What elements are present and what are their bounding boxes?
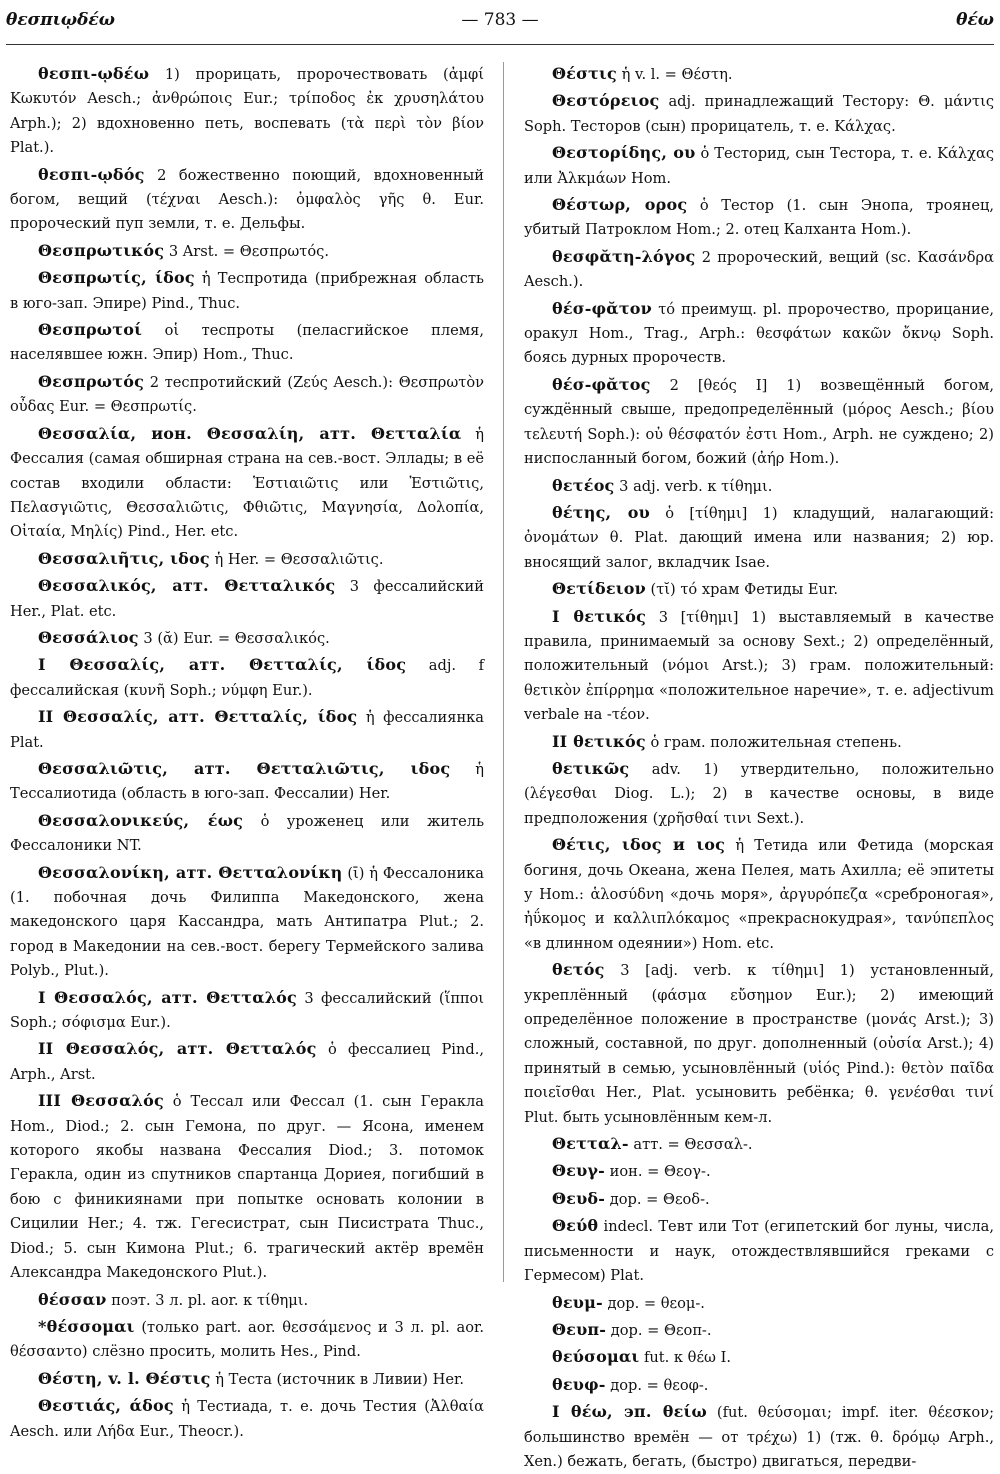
- dictionary-entry: [10, 653, 484, 703]
- entry-definition: (только part. aor. θεσσάμενος и 3 л. pl. aor. θέσσαντο) слёзно просить, молить Hes., Pind.: [10, 1318, 485, 1361]
- entry-definition: ἡ Теспротида (прибрежная область в юго-зап. Эпире) Pind., Thuc.: [10, 270, 484, 312]
- entry-definition: ἡ Теста (источник в Ливии) Her.: [215, 1370, 464, 1388]
- entry-definition: adv. 1) утвердительно, положительно (λέγεσθαι Diog. L.); 2) в качестве основы, в виде предположения (χρῆσθαί τινι Sext.).: [524, 760, 994, 827]
- entry-definition: ἡ Тестиада, т. е. дочь Тестия (Ἀλθαία Aesch. или Λήδα Eur., Theocr.).: [10, 1398, 484, 1440]
- entry-headword: Θέτις, ιδος и ιος: [552, 835, 726, 855]
- header-rule: [6, 44, 994, 45]
- entry-definition: дор. = Θεοδ-.: [609, 1190, 710, 1208]
- entry-headword: Θετταλ-: [552, 1134, 629, 1154]
- dictionary-entry: [524, 373, 994, 472]
- entry-headword: Θεύθ: [552, 1216, 599, 1236]
- entry-definition: (τῐ) τό храм Фетиды Eur.: [650, 581, 838, 599]
- dictionary-entry: [10, 1089, 484, 1285]
- entry-headword: Θεσσαλία, ион. Θεσσαλίη, атт. Θετταλία: [38, 423, 462, 443]
- entry-definition: дор. = Θεοπ-.: [610, 1321, 712, 1339]
- entry-definition: дор. = θεοφ-.: [610, 1376, 709, 1394]
- entry-headword: Θέστις: [552, 64, 617, 83]
- entry-definition: ἡ Тессалиотида (область в юго-зап. Фессалии) Her.: [10, 760, 484, 803]
- dictionary-entry: [524, 297, 994, 371]
- entry-headword: Θεσπρωτικός: [38, 240, 165, 260]
- entry-headword: Θεσσάλιος: [38, 627, 139, 647]
- entry-headword: θεσπι-ῳδέω: [38, 64, 150, 83]
- entry-headword: I Θεσσαλίς, атт. Θετταλίς, ίδος: [38, 655, 407, 675]
- entry-headword: I θέω, эп. θείω: [552, 1402, 707, 1422]
- dictionary-entry: [524, 1400, 994, 1474]
- entry-headword: θέσ-φᾰτον: [552, 298, 652, 318]
- entry-headword: θέσσαν: [38, 1289, 107, 1309]
- entry-headword: Θεστορίδης, ου: [552, 143, 696, 163]
- entry-definition: 3 (ᾰ) Eur. = Θεσσαλικός.: [143, 629, 330, 647]
- entry-headword: θεσφᾰτη-λόγος: [552, 246, 696, 266]
- entry-headword: Θέστη, v. l. Θέστις: [38, 1368, 211, 1388]
- entry-definition: 2 теспротийский (Ζεύς Aesch.): Θεσπρωτὸν οὖδας Eur. = Θεσπρωτίς.: [10, 373, 485, 416]
- entry-headword: Θεσπρωτίς, ίδος: [38, 268, 195, 288]
- dictionary-entry: [10, 757, 484, 807]
- entry-definition: ὁ Тессал или Фессал (1. сын Геракла Hom., Diod.; 2. сын Гемона, по друг. — Ясона, именем которого якобы названа Фессалия Diod.; 3. потомок Геракла, один из спутников спартанца Дориея, погибший в бою с финикиянами при попытке основать колонии в Сицилии Her.; 4. тж. Гегесистрат, сын Писистрата Thuc., Diod.; 5. сын Кимона Plut.; 6. трагический актёр времён Александра Македонского Plut.).: [10, 1093, 485, 1282]
- dictionary-entry: [10, 1367, 484, 1392]
- entry-definition: 3 фессалийский Her., Plat. etc.: [10, 578, 484, 620]
- dictionary-entry: [524, 1214, 994, 1288]
- dictionary-entry: [524, 833, 994, 956]
- dictionary-entry: [10, 626, 484, 651]
- dictionary-entry: [524, 1187, 994, 1212]
- entry-definition: 2 [θεός I] 1) возвещённый богом, суждённый свыше, предопределённый (μόρος Aesch.; βίου τελευτή Soph.): οὐ θέσφατόν ἐστι Hom., Arph. не суждено; 2) ниспосланный богом, божий (ἀήρ Hom.).: [524, 376, 994, 468]
- entry-definition: ἡ фессалиянка Plat.: [10, 709, 484, 751]
- entry-headword: θεύσομαι: [552, 1347, 640, 1367]
- dictionary-entry: [524, 1318, 994, 1343]
- entry-headword: Θευπ-: [552, 1319, 607, 1339]
- dictionary-entry: [10, 422, 484, 545]
- entry-definition: поэт. 3 л. pl. aor. к τίθημι.: [111, 1291, 309, 1309]
- entry-definition: (fut. θεύσομαι; impf. iter. θέεσκον; большинство времён — от τρέχω) 1) (тж. θ. δρόμῳ Arph., Xen.) бежать, бегать, (быстро) двигаться, передви-: [524, 1404, 995, 1470]
- entry-headword: III Θεσσαλός: [38, 1091, 164, 1111]
- dictionary-entry: [10, 1315, 484, 1365]
- entry-headword: Θεσπρωτοί: [38, 320, 143, 340]
- page-number: — 783 —: [461, 10, 539, 30]
- dictionary-entry: [524, 958, 994, 1130]
- dictionary-entry: [10, 705, 484, 755]
- dictionary-entry: [10, 861, 484, 984]
- entry-headword: Θεστόρειος: [552, 91, 660, 111]
- entry-headword: Θεσσαλιῆτις, ιδος: [38, 548, 210, 568]
- entry-headword: θετικῶς: [552, 758, 630, 778]
- dictionary-entry: [10, 239, 484, 264]
- dictionary-entry: [10, 318, 484, 368]
- entry-definition: ὁ Тестор (1. сын Энопа, троянец, убитый Патроклом Hom.; 2. отец Калханта Hom.).: [524, 197, 995, 239]
- page-header: [6, 10, 994, 40]
- dictionary-entry: [524, 1159, 994, 1184]
- entry-headword: I Θεσσαλός, атт. Θετταλός: [38, 987, 297, 1007]
- entry-headword: Θεστιάς, άδος: [38, 1396, 174, 1416]
- dictionary-entry: [524, 141, 994, 191]
- entry-headword: Θέστωρ, ορος: [552, 195, 688, 215]
- dictionary-entry: [10, 809, 484, 859]
- dictionary-entry: [10, 1288, 484, 1313]
- entry-definition: ὁ уроженец или житель Фессалоники NT.: [10, 812, 485, 855]
- entry-headword: *θέσσομαι: [38, 1316, 135, 1336]
- entry-definition: ἡ Фессалия (самая обширная страна на сев.-вост. Эллады; в её состав входили области: Ἑστιαιῶτις или Ἑστιῶτις, Πελασγιῶτις, Θεσσαλιῶτις, Φθιῶτις, Μαγνησία, Δολοπία, Οἰταία, Μηλίς) Pind., Her. etc.: [10, 425, 484, 541]
- dictionary-entry: [524, 1132, 994, 1157]
- entry-definition: 3 [adj. verb. к τίθημι] 1) установленный, укреплённый (φάσμα εὔσημον Eur.); 2) имеющий определённое положение в пространстве (μονάς Arst.); 3) сложный, составной, по друг. дополненный (οὐσία Arst.); 4) принятый в семью, усыновлённый (υἱός Pind.): θετὸν παῖδα ποιεῖσθαι Her., Plat. усыновить ребёнка; θ. γενέσθαι τινί Plut. быть усыновлённым кем-л.: [524, 962, 994, 1126]
- entry-headword: θετός: [552, 960, 605, 980]
- entry-headword: Θεσσαλικός, атт. Θετταλικός: [38, 576, 336, 596]
- entry-definition: ὁ грам. положительная степень.: [650, 733, 902, 751]
- entry-headword: Θευδ-: [552, 1188, 606, 1208]
- dictionary-entry: [10, 574, 484, 624]
- entry-headword: Θεσσαλονίκη, атт. Θετταλονίκη: [38, 862, 343, 882]
- dictionary-entry: [524, 757, 994, 831]
- entry-definition: adj. f фессалийская (κυνῆ Soph.; νύμφη Eur.).: [10, 657, 485, 699]
- dictionary-entry: [524, 1345, 994, 1370]
- dictionary-entry: [10, 370, 484, 420]
- entry-definition: ἡ v. l. = Θέστη.: [621, 66, 733, 83]
- entry-definition: 1) прорицать, пророчествовать (ἀμφί Κωκυτόν Aesch.; ἀνθρώποις Eur.; τρίποδος ἐκ χρυσηλάτου Arph.); 2) вдохновенно петь, воспевать (τὰ περὶ τὸν βίον Plat.).: [10, 66, 485, 157]
- dictionary-entry: [524, 1373, 994, 1398]
- entry-headword: θευμ-: [552, 1292, 603, 1312]
- entry-headword: θετέος: [552, 475, 615, 495]
- entry-headword: Θευγ-: [552, 1161, 605, 1181]
- entry-definition: ἡ Her. = Θεσσαλιῶτις.: [214, 550, 384, 568]
- dictionary-entry: [524, 62, 994, 87]
- entry-definition: ион. = Θεογ-.: [609, 1163, 711, 1181]
- dictionary-entry: [524, 1291, 994, 1316]
- dictionary-entry: [10, 163, 484, 237]
- dictionary-entry: [524, 501, 994, 575]
- entry-definition: ὁ фессалиец Pind., Arph., Arst.: [10, 1041, 484, 1083]
- dictionary-entry: [10, 1037, 484, 1087]
- right-column: [524, 62, 995, 1470]
- entry-headword: θέτης, ου: [552, 502, 650, 522]
- dictionary-entry: [524, 245, 994, 295]
- dictionary-entry: [524, 605, 994, 728]
- dictionary-entry: [524, 577, 994, 602]
- entry-headword: I θετικός: [552, 606, 647, 626]
- dictionary-entry: [524, 193, 994, 243]
- entry-definition: (ῑ) ἡ Фессалоника (1. побочная дочь Филиппа Македонского, жена македонского царя Кассандра, мать Антипатра Plut.; 2. город в Македонии на сев.-вост. берегу Термейского залива Polyb., Plut.).: [10, 864, 484, 980]
- entry-headword: θέσ-φᾰτος: [552, 374, 651, 394]
- entry-definition: 3 Arst. = Θεσπρωτός.: [168, 242, 329, 260]
- column-divider: [503, 62, 504, 1282]
- dictionary-entry: [524, 89, 994, 139]
- entry-definition: ὁ [τίθημι] 1) кладущий, налагающий: ὀνομάτων θ. Plat. дающий имена или названия; 2) юр. вносящий залог, вкладчик Isae.: [524, 504, 994, 571]
- left-column: [10, 62, 485, 1440]
- entry-headword: II Θεσσαλός, атт. Θετταλός: [38, 1039, 317, 1059]
- dictionary-entry: [524, 474, 994, 499]
- entry-definition: атт. = Θεσσαλ-.: [633, 1136, 753, 1154]
- entry-definition: fut. к θέω I.: [643, 1349, 731, 1367]
- entry-definition: τό преимущ. pl. пророчество, прорицание, оракул Hom., Trag., Arph.: θεσφάτων κακῶν ὄκνῳ Soph. боясь дурных пророчеств.: [524, 300, 994, 367]
- header-right-catchword: θέω: [956, 10, 994, 30]
- dictionary-entry: [524, 730, 994, 755]
- entry-definition: 3 фессалийский (ἵπποι Soph.; σόφισμα Eur.).: [10, 989, 485, 1032]
- entry-definition: 3 adj. verb. к τίθημι.: [619, 477, 773, 495]
- entry-definition: οἱ теспроты (пеласгийское племя, населявшее южн. Эпир) Hom., Thuc.: [10, 322, 484, 364]
- dictionary-entry: [10, 547, 484, 572]
- entry-definition: 3 [τίθημι] 1) выставляемый в качестве правила, принимаемый за основу Sext.; 2) определённый, положительный (νόμοι Arst.); 3) грам. положительный: θετικὸν ἐπίρρημα «положительное наречие», т. е. adjectivum verbale на -τέον.: [524, 608, 995, 724]
- dictionary-entry: [10, 986, 484, 1036]
- entry-headword: Θεσσαλιῶτις, атт. Θετταλιῶτις, ιδος: [38, 758, 451, 778]
- dictionary-entry: [10, 62, 484, 161]
- entry-definition: indecl. Тевт или Тот (египетский бог луны, числа, письменности и наук, отождествлявшийся греками с Гермесом) Plat.: [524, 1218, 994, 1285]
- entry-headword: II Θεσσαλίς, атт. Θετταλίς, ίδος: [38, 707, 358, 727]
- entry-definition: ὁ Тесторид, сын Тестора, т. е. Κάλχας или Ἀλκμάων Hom.: [524, 145, 994, 187]
- entry-definition: adj. принадлежащий Тестору: Θ. μάντις Soph. Тесторов (сын) прорицатель, т. е. Κάλχας.: [524, 93, 994, 135]
- header-left-catchword: θεσπιῳδέω: [6, 10, 115, 30]
- dictionary-entry: [10, 1394, 484, 1444]
- entry-definition: ἡ Тетида или Фетида (морская богиня, дочь Океана, жена Пелея, мать Ахилла; её эпитеты у Hom.: ἁλοσύδνη «дочь моря», ἀργυρόπεζα «среброногая», ἠΰκομος и καλλιπλόκαμος «прекраснокудрая», τανύπεπλος «в длинном одеянии») Hom. etc.: [524, 837, 995, 952]
- entry-definition: 2 пророческий, вещий (sc. Κασάνδρα Aesch.).: [524, 248, 994, 291]
- entry-definition: 2 божественно поющий, вдохновенный богом, вещий (τέχναι Aesch.): ὀμφαλὸς γῆς θ. Eur. пророческий пуп земли, т. е. Дельфы.: [10, 166, 484, 233]
- entry-headword: Θεσσαλονικεύς, έως: [38, 810, 244, 830]
- entry-definition: дор. = θεομ-.: [607, 1294, 705, 1312]
- entry-headword: Θεσπρωτός: [38, 371, 145, 391]
- entry-headword: II θετικός: [552, 731, 646, 751]
- entry-headword: θευφ-: [552, 1374, 606, 1394]
- entry-headword: θεσπι-ῳδός: [38, 164, 145, 184]
- dictionary-entry: [10, 266, 484, 316]
- entry-headword: Θετίδειον: [552, 579, 646, 599]
